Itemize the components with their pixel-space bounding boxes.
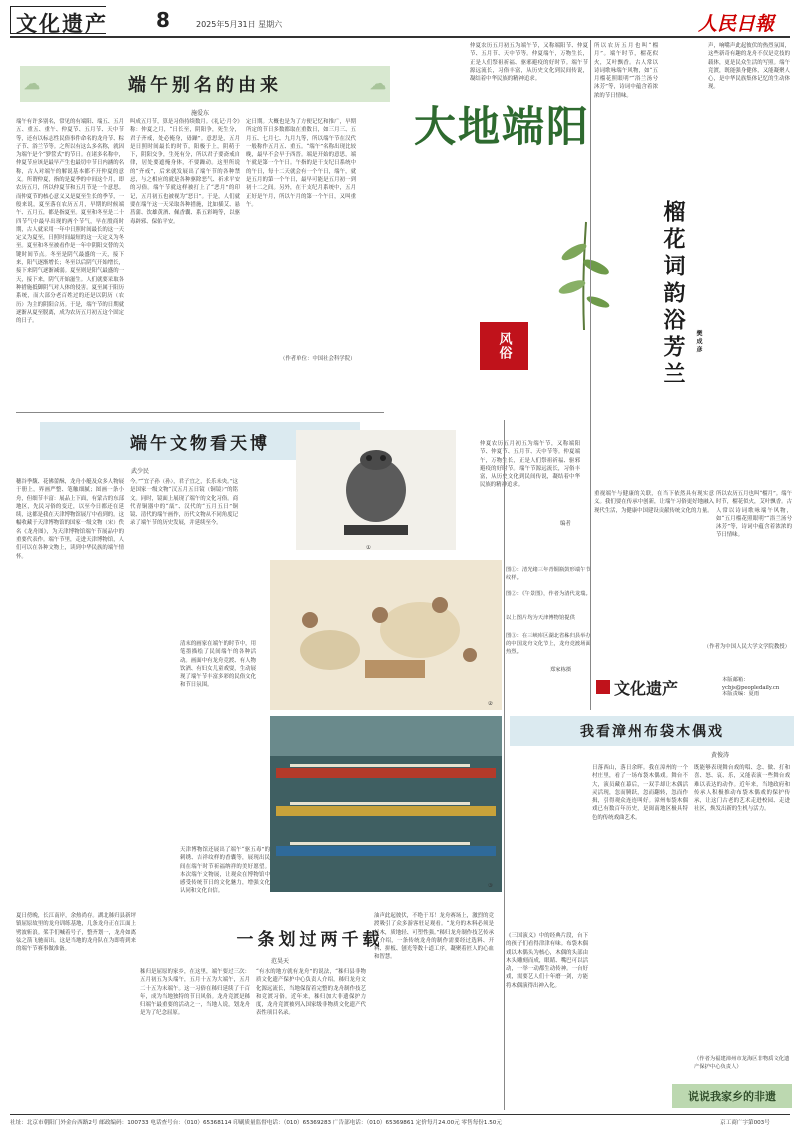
column-email: 本版邮箱：ycbjs@peopledaily.cn — [722, 677, 780, 691]
stamp-text: 说说我家乡的非遗 — [688, 1090, 776, 1103]
article4-col2: 《三国演义》中的经典片段，台下的孩子们看得津津有味。布袋木偶戏以木偶头为核心，木偶的头部由木头雕刻而成，眼睛、嘴巴可以活动，一举一动都生动传神。一台好戏，需要艺人们十年磨一剑，方能将木偶演得出神入化。 — [506, 933, 588, 989]
article4-title-banner — [510, 716, 794, 746]
article2-col4: 天津博物馆还展出了端午“驱五毒”的刺绣、吉祥纹样的香囊等，展现出民间在端午时节祈福纳祥的美好愿望。本次端午文物展，让观众在博物馆中感受传统节日的文化魅力，增强文化认同和文化自信。 — [180, 847, 270, 895]
article2-title: 端午文物看天博 — [130, 433, 270, 454]
article3-col1: 夏日傍晚，长江南岸，余热尚存。湖北秭归县新坪镇屈原故里的龙舟训练基地，几条龙舟正在江面上劈波斩浪。桨手们喊着号子，整齐划一，龙舟如离弦之箭飞驰而出。这是当地的龙舟队在为即将到来的端午节赛事做准备。 — [16, 913, 136, 953]
calligraphy-text: 榴花词韵浴芳兰 — [660, 200, 686, 389]
article2-col1: 穗谷季馥、花佛蕾酥，龙舟小艇及众多人物展于册上，界画严整、笔触细腻；图画一条小舟，但细节丰富：展品上下面，有蒙古的东部地区，先民习俗的变迁，以至今日都还在延续，这都是我在天津博物馆展厅中看到的。这幅收藏于天津博物馆的国家一级文物（宋）佚名《龙舟图》，为天津博物馆端午节展品中的重要代表作。端午节里，走进天津博物馆，人们可以在各种文物上，读到中华民族的端午情怀。 — [16, 479, 124, 560]
col-divider — [590, 40, 591, 710]
article5-col4: 所以农历五月也叫“榴月”。端午时节，榴花似火，艾叶飘香。古人常以诗词歌咏端午风物，如“五月榴花照眼明”“浴兰汤兮沐芳”等，诗词中蕴含着浓浓的节日情味。 — [716, 491, 792, 539]
caption-4: 图③：在三峡库区湖北省秭归县举办的中国龙舟文化节上，龙舟竞渡场面热烈。 — [506, 633, 591, 655]
footer-rule — [10, 1114, 790, 1115]
article3-col4: 油声此起彼伏，不绝于耳！龙舟赛场上，激烈的竞渡吸引了众多游客驻足观看。“龙舟的木料必须是杉木，质地轻、可塑性强。”秭归龙舟制作技艺传承人介绍，一条传统龙舟的制作需要经过选料、开料、拼板、刨光等数十道工序，凝聚着匠人的心血和智慧。 — [374, 913, 494, 961]
header-rule — [10, 36, 790, 38]
article1-title-banner — [20, 66, 390, 102]
issue-date: 2025年5月31日 星期六 — [196, 20, 283, 29]
article4-col3: 既能够表现舞台戏的唱、念、做、打和喜、怒、哀、乐，又能表演一些舞台戏难以表达的动作。近年来，当地政府和传承人积极推动布袋木偶戏的保护传承，让这门古老的艺术走进校园、走进社区，焕发出新的生机与活力。 — [694, 765, 790, 813]
seal-stamp — [480, 322, 528, 370]
cloud-ornament-icon: ☁ — [370, 74, 386, 93]
calligraphy-title — [658, 200, 698, 500]
article1-author: 施爱东 — [190, 110, 209, 117]
feature-body: 仲夏农历五月初五为端午节，又称端阳节、仲夏节、五月节、天中节等。仲夏端午，万物生长，正是人们祭祖祈福、驱邪避疫的好时节。端午节源远流长，习俗丰富，从历史文化到民间传说，凝结着中华民族的精神追求。 — [470, 43, 588, 83]
article1-col1: 端午有许多别名，常见的有端阳、端五、五月五、重五、重午、仲夏节、五月节、天中节等，还有以标志性民俗事件命名的龙舟节、粽子节、浴兰节等。之所以有这么多名称，就因为端午是个“箩筐式”的节日。在诸多名称中，仲夏节应该是最早产生也最切中节日内涵的名称，古人对端午的解说基本都不开仲夏的意义。所谓仲夏，指的是夏季的中间这个月，即农历五月，所以仲夏节和五月节是一个意思。而仲夏节的核心意义又是夏至生长的季节，一般来说，夏至落在农历五月，早期的时候端午、五月五，都是指夏至。夏至和冬至是二十四节气中最早出现的两个节气，早在殷商时期，古人就采用一年中日照时间最长的这一天定义为夏至，日照时间最短的这一天定义为冬至。夏至和冬至被看作是一年中阴阳交替的关键时间节点。冬至是阴气最盛的一天，接下来，阳气逐渐增长；冬至以后阴气开始增长，接下来阴气逐渐减弱。夏至则是阳气最盛的一天，接下来，阴气开始滋生。人们就要采取各种措施抵御阴气对人体的侵害。夏至属于阳历系统，而大部分老百姓过的还是以阴历（农历）为主的阴阳合历。于是，端午节的日期就逐渐从夏至脱离，成为农历五月初五这个固定的日子。 — [16, 119, 124, 325]
painting-photo — [270, 560, 502, 710]
article5-col1: 声，响嘴声此起彼伏的热烈氛围，这些新奇有趣的龙舟不仅是竞技的载体，更是民众生活的写照。端午竞渡，既能强身健体，又能凝聚人心，是中华民族集体记忆的生动体现。 — [708, 43, 790, 91]
article1-col2: 叫成五月节，算是习俗持续数月。《礼记·月令》称：仲夏之月，“日长至，阴阳争，死生分，君子齐戒，处必掩身，毋躁”。意思是，五月是日照时间最长的时节，阳极于上，阴萌于下，阴阳交争，生死有分，所以君子要斋戒自律，居处要遮掩身体，不要躁动。这里所说的“齐戒”，后来就发展出了端午节的各种禁忌，与之相应的就是各种驱除恶气、祈求平安的习俗。端午节就这样被打上了“恶月”的印记，五月初五也被视为“恶日”。于是，人们就要在端午这一天采取各种措施，比如插艾、悬菖蒲、饮雄黄酒、佩香囊、系五彩绳等，以驱毒辟邪、保佑平安。 — [130, 119, 240, 225]
article1-source: （作者单位：中国社会科学院） — [280, 356, 356, 362]
article3-title: 一条划过两千载 — [236, 929, 384, 950]
article4-author: 黄俊涛 — [710, 752, 729, 759]
seal-text: 风俗 — [496, 332, 512, 360]
editor-sign: 编者 — [560, 521, 571, 527]
divider-1 — [16, 412, 384, 413]
fig3-marker: ③ — [488, 883, 493, 889]
dragon-boat-photo — [270, 716, 502, 892]
article3-col3: “有水的地方就有龙舟”的说法，“秭归县非物质文化遗产保护中心负责人介绍，秭归龙舟文化源远流长，当地保留着完整的龙舟制作技艺和竞渡习俗。近年来，秭归加大非遗保护力度，龙舟竞渡被列入国家级非物质文化遗产代表性项目名录。 — [256, 969, 366, 1017]
fig2-marker: ② — [488, 701, 493, 707]
cloud-ornament-icon: ☁ — [24, 74, 40, 93]
caption-2: 图②：《午景图》，作者为清代龙瑞。 — [506, 591, 591, 597]
masthead-logo: 人民日報 — [698, 13, 775, 35]
column-logo — [596, 676, 716, 700]
caption-1: 图①：清光绪三年青铜瓶鼓形端午节纹样。 — [506, 567, 591, 581]
article2-col3: 清末的画家在端午的时节中，用笔墨描绘了民间端午的各种活动。画面中有龙舟竞渡、有人物饮酒、有妇女儿童戏耍，生动展现了端午节丰富多彩的民俗文化和节日氛围。 — [180, 641, 256, 689]
article4-note: （作者为福建漳州市龙海区非物质文化遗产保护中心负责人） — [694, 1056, 790, 1070]
big-title: 大地端阳 — [414, 102, 591, 151]
section-name: 文化遗产 — [16, 11, 108, 36]
photo-credit: 郑家栋摄 — [550, 667, 572, 673]
article5-sig: （作者为中国人民大学文学院教授） — [703, 644, 790, 650]
article5-col3: 重视端午与健康的关联，在当下依然具有现实意义。我们要在传承中创新，让端午习俗更好地融入现代生活，为健康中国建设贡献传统文化的力量。 — [594, 491, 714, 514]
article2-author: 武少民 — [130, 468, 149, 475]
column-logo-mark-icon — [596, 680, 610, 694]
article1-col3: 定日期。大概也是为了方便记忆和推广，早期所定的节日多数都取在重数日，如三月三、五月五、七月七、九月九等，所以端午节在汉代一般称作五月五、重五。“端午”名称出现比较晚，最早不会早于西晋。端是开始的意思，端午就是第一个午日。午指的是干支纪日系统中的午日，每十二天就会有一个午日，端午，就是五月的第一个午日，最早可能是五月初一到初十二之间。另外，在干支纪月系统中，五月正好是午月，所以午月的第一个午日，又叫重午。 — [246, 119, 356, 208]
page-number: 8 — [156, 8, 170, 32]
leaf-sprig-icon — [544, 212, 624, 332]
caption-3: 以上图片均为天津博物馆提供 — [506, 615, 575, 621]
editor-note: 仲夏农历五月初五为端午节，又称端阳节、仲夏节、五月节、天中节等。仲夏端午，万物生长，正是人们祭祖祈福、驱邪避疫的好时节。端午节源远流长，习俗丰富，从历史文化到民间传说，凝结着中华民族的精神追求。 — [480, 441, 580, 489]
article1-title: 端午别名的由来 — [128, 75, 282, 96]
fig1-marker: ① — [366, 545, 371, 551]
article3-author: 范昊天 — [270, 958, 289, 965]
article4-title: 我看漳州布袋木偶戏 — [580, 724, 724, 740]
stamp-banner — [672, 1084, 792, 1108]
column-editor: 本版责编：夏雨 — [722, 691, 760, 697]
footer-license: 京工商广字第003号 — [720, 1120, 770, 1126]
bronze-vessel-photo — [296, 430, 456, 550]
article2-col2: 今。”“宜子孙（孙），君子宜之，长乐未央。”这是国家一级文物“汉五月五日镜（铜镜）”的铭文。同时，镜面上展现了端午的文化习俗。商代青铜器中的“瓿”、汉代的“五月五日”铜镜、清代的端午画作，历代文物从不同角度记录了端午节的历史发展，并延续至今。 — [130, 479, 238, 527]
calligraphy-author: 樊成彦 — [695, 330, 702, 354]
footer-info: 社址：北京市朝阳门外金台西路2号 邮政编码：100733 电话查号台：（010）65368114 印刷质量监督电话：（010）65369283 广告部电话：（010）65369861 定价每月24.00元 零售每份1.50元 — [10, 1120, 502, 1126]
article5-col2: 所以农历五月也叫“榴月”。端午时节，榴花似火，艾叶飘香。古人常以诗词歌咏端午风物，如“五月榴花照眼明”“浴兰汤兮沐芳”等，诗词中蕴含着浓浓的节日情味。 — [594, 43, 658, 99]
column-logo-text: 文化遗产 — [614, 679, 679, 698]
page-header — [10, 6, 790, 36]
article3-col2: 秭归是屈原的家乡，在这里，端午要过三次：五月初五为头端午，五月十五为大端午，五月二十五为末端午。这一习俗在秭归延续了千百年，成为当地独特的节日风俗。龙舟竞渡是秭归端午最重要的活动之一，当地人说，划龙舟是为了纪念屈原。 — [140, 969, 250, 1017]
col-divider — [504, 420, 505, 1110]
article4-col1: 日落西山，落日余晖。我在漳州的一个村庄里，看了一场布袋木偶戏。舞台不大，演员藏在幕后，一双手却让木偶活灵活现，忽而腾跃，忽而翻转，忽而作揖，引得观众连连叫好。漳州布袋木偶戏已有数百年历史，是闽南地区极具特色的传统戏曲艺术。 — [592, 765, 688, 821]
